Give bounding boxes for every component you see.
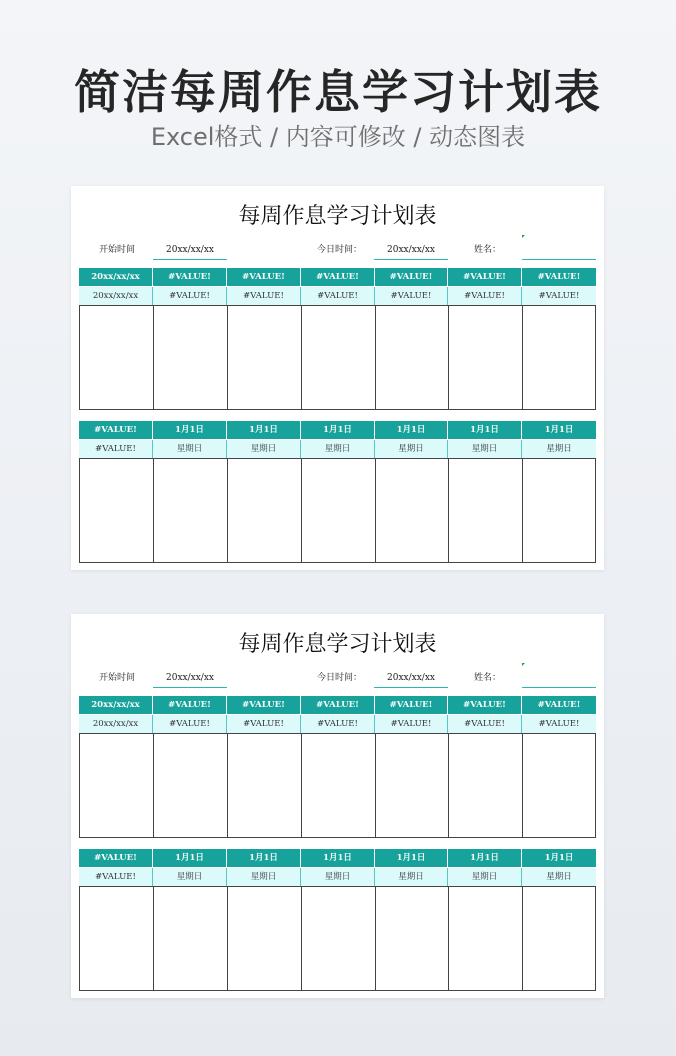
start-time-value[interactable]: 20xx/xx/xx — [153, 243, 227, 260]
subheader-cell[interactable]: 星期日 — [546, 444, 572, 454]
header-cell[interactable]: 1月1日 — [448, 849, 522, 867]
plan-cell[interactable] — [302, 734, 376, 837]
hero-subtitle: Excel格式 / 内容可修改 / 动态图表 — [150, 123, 526, 151]
today-time-value[interactable]: 20xx/xx/xx — [374, 671, 448, 688]
week-subheader-row — [79, 439, 596, 458]
subheader-cell[interactable]: 星期日 — [546, 872, 572, 882]
name-label: 姓名： — [474, 673, 502, 683]
subheader-cell[interactable]: #VALUE! — [153, 287, 227, 305]
week-header-row — [79, 421, 596, 439]
plan-body-row — [79, 305, 596, 410]
header-cell[interactable]: 1月1日 — [227, 421, 301, 439]
subheader-cell[interactable]: 星期日 — [153, 868, 227, 886]
header-cell[interactable]: 1月1日 — [153, 421, 227, 439]
subheader-cell[interactable]: #VALUE! — [538, 291, 580, 301]
plan-cell[interactable] — [302, 887, 376, 990]
header-cell[interactable]: 1月1日 — [153, 849, 227, 867]
header-cell[interactable]: #VALUE! — [537, 272, 581, 282]
plan-body-row — [79, 733, 596, 838]
schedule-sheet-2 — [71, 614, 604, 998]
header-cell[interactable]: #VALUE! — [79, 421, 153, 439]
subheader-cell[interactable]: #VALUE! — [79, 868, 153, 886]
plan-cell[interactable] — [80, 887, 154, 990]
start-time-value[interactable]: 20xx/xx/xx — [153, 671, 227, 688]
hero-title: 简洁每周作息学习计划表 — [74, 65, 602, 119]
plan-cell[interactable] — [154, 306, 228, 409]
today-time-label: 今日时间： — [317, 245, 363, 255]
plan-cell[interactable] — [523, 306, 597, 409]
plan-cell[interactable] — [80, 459, 154, 562]
plan-cell[interactable] — [154, 459, 228, 562]
plan-cell[interactable] — [523, 459, 597, 562]
plan-cell[interactable] — [302, 306, 376, 409]
plan-cell[interactable] — [80, 306, 154, 409]
header-cell[interactable]: #VALUE! — [227, 696, 301, 714]
subheader-cell[interactable]: 星期日 — [375, 868, 448, 886]
header-cell[interactable]: 1月1日 — [301, 421, 375, 439]
subheader-cell[interactable]: #VALUE! — [538, 719, 580, 729]
week-block-1 — [79, 268, 596, 410]
plan-cell[interactable] — [523, 887, 597, 990]
subheader-cell[interactable]: #VALUE! — [301, 287, 375, 305]
subheader-cell[interactable]: 星期日 — [153, 440, 227, 458]
week-subheader-row — [79, 867, 596, 886]
schedule-sheet-1 — [71, 186, 604, 570]
name-value[interactable] — [522, 671, 596, 688]
cell-comment-marker — [522, 235, 525, 238]
header-cell[interactable]: 1月1日 — [544, 425, 574, 435]
header-cell[interactable]: #VALUE! — [79, 849, 153, 867]
subheader-cell[interactable]: 星期日 — [448, 868, 522, 886]
week-header-row — [79, 696, 596, 714]
plan-cell[interactable] — [449, 306, 523, 409]
plan-cell[interactable] — [449, 734, 523, 837]
start-time-label: 开始时间 — [99, 673, 136, 683]
plan-cell[interactable] — [449, 459, 523, 562]
header-cell[interactable]: 1月1日 — [544, 853, 574, 863]
subheader-cell[interactable]: #VALUE! — [227, 715, 301, 733]
header-cell[interactable]: 1月1日 — [448, 421, 522, 439]
cell-comment-marker — [522, 663, 525, 666]
plan-cell[interactable] — [80, 734, 154, 837]
subheader-cell[interactable]: #VALUE! — [375, 287, 448, 305]
week-subheader-row — [79, 286, 596, 305]
subheader-cell[interactable]: #VALUE! — [448, 287, 522, 305]
subheader-cell[interactable]: 星期日 — [301, 440, 375, 458]
header-cell[interactable]: 20xx/xx/xx — [79, 268, 153, 286]
header-cell[interactable]: 1月1日 — [375, 421, 448, 439]
plan-cell[interactable] — [376, 306, 449, 409]
week-block-2 — [79, 421, 596, 563]
plan-cell[interactable] — [376, 459, 449, 562]
name-value[interactable] — [522, 243, 596, 260]
subheader-cell[interactable]: #VALUE! — [153, 715, 227, 733]
name-label: 姓名： — [474, 245, 502, 255]
plan-cell[interactable] — [523, 734, 597, 837]
today-time-label: 今日时间： — [317, 673, 363, 683]
today-time-value[interactable]: 20xx/xx/xx — [374, 243, 448, 260]
subheader-cell[interactable]: 星期日 — [301, 868, 375, 886]
header-cell[interactable]: #VALUE! — [375, 268, 448, 286]
subheader-cell[interactable]: #VALUE! — [301, 715, 375, 733]
week-block-1 — [79, 696, 596, 838]
plan-cell[interactable] — [376, 734, 449, 837]
subheader-cell[interactable]: 20xx/xx/xx — [79, 715, 153, 733]
plan-cell[interactable] — [449, 887, 523, 990]
header-cell[interactable]: #VALUE! — [153, 268, 227, 286]
header-cell[interactable]: 1月1日 — [375, 849, 448, 867]
sheet-title: 每周作息学习计划表 — [238, 204, 437, 229]
subheader-cell[interactable]: 星期日 — [227, 868, 301, 886]
subheader-cell[interactable]: 星期日 — [448, 440, 522, 458]
subheader-cell[interactable]: #VALUE! — [448, 715, 522, 733]
header-cell[interactable]: #VALUE! — [537, 700, 581, 710]
plan-cell[interactable] — [302, 459, 376, 562]
header-cell[interactable]: #VALUE! — [153, 696, 227, 714]
subheader-cell[interactable]: 星期日 — [375, 440, 448, 458]
header-cell[interactable]: #VALUE! — [301, 696, 375, 714]
week-block-2 — [79, 849, 596, 991]
plan-cell[interactable] — [154, 734, 228, 837]
start-time-label: 开始时间 — [99, 245, 136, 255]
header-cell[interactable]: #VALUE! — [227, 268, 301, 286]
plan-cell[interactable] — [376, 887, 449, 990]
subheader-cell[interactable]: 星期日 — [227, 440, 301, 458]
plan-cell[interactable] — [228, 306, 302, 409]
header-cell[interactable]: 1月1日 — [301, 849, 375, 867]
plan-body-row — [79, 886, 596, 991]
header-cell[interactable]: #VALUE! — [448, 696, 522, 714]
subheader-cell[interactable]: #VALUE! — [227, 287, 301, 305]
week-header-row — [79, 849, 596, 867]
subheader-cell[interactable]: #VALUE! — [375, 715, 448, 733]
week-header-row — [79, 268, 596, 286]
header-cell[interactable]: #VALUE! — [301, 268, 375, 286]
week-subheader-row — [79, 714, 596, 733]
plan-cell[interactable] — [228, 459, 302, 562]
subheader-cell[interactable]: 20xx/xx/xx — [79, 287, 153, 305]
plan-cell[interactable] — [154, 887, 228, 990]
subheader-cell[interactable]: #VALUE! — [79, 440, 153, 458]
header-cell[interactable]: 1月1日 — [227, 849, 301, 867]
plan-cell[interactable] — [228, 734, 302, 837]
sheet-title: 每周作息学习计划表 — [238, 632, 437, 657]
plan-body-row — [79, 458, 596, 563]
header-cell[interactable]: #VALUE! — [375, 696, 448, 714]
header-cell[interactable]: 20xx/xx/xx — [79, 696, 153, 714]
plan-cell[interactable] — [228, 887, 302, 990]
header-cell[interactable]: #VALUE! — [448, 268, 522, 286]
